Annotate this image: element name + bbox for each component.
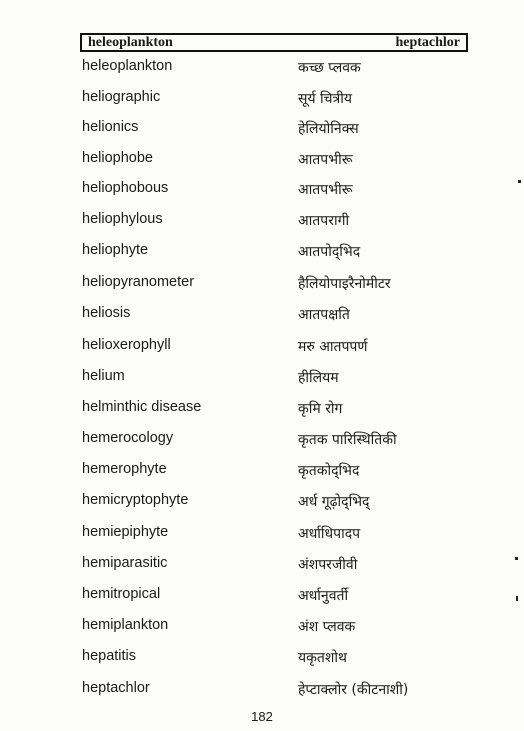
english-term: heliopyranometer xyxy=(82,274,195,290)
glossary-entry xyxy=(0,492,524,518)
running-header xyxy=(80,33,468,52)
glossary-entry xyxy=(0,305,524,331)
glossary-entry xyxy=(0,368,524,394)
hindi-equivalent: हीलियम xyxy=(298,370,339,386)
hindi-equivalent: कृतक पारिस्थितिकी xyxy=(298,432,397,448)
hindi-equivalent: आतपभीरू xyxy=(298,182,353,198)
english-term: hemiplankton xyxy=(82,617,169,633)
glossary-entry xyxy=(0,586,524,612)
glossary-entry xyxy=(0,648,524,674)
hindi-equivalent: आतपरागी xyxy=(298,213,350,229)
glossary-entry xyxy=(0,524,524,550)
glossary-entry xyxy=(0,150,524,176)
hindi-equivalent: आतपभीरू xyxy=(298,152,353,168)
header-first-term: heleoplankton xyxy=(88,35,173,50)
glossary-entry xyxy=(0,555,524,581)
english-term: heliographic xyxy=(82,89,161,105)
english-term: hemerocology xyxy=(82,430,174,446)
scan-edge-mark xyxy=(515,557,518,560)
hindi-equivalent: आतपक्षति xyxy=(298,307,350,323)
glossary-entry xyxy=(0,430,524,456)
hindi-equivalent: आतपोद्‌भिद xyxy=(298,244,361,260)
english-term: heliophylous xyxy=(82,211,163,227)
hindi-equivalent: कच्छ प्लवक xyxy=(298,60,361,76)
glossary-entry xyxy=(0,89,524,115)
english-term: hemerophyte xyxy=(82,461,167,477)
page-number: 182 xyxy=(251,709,273,724)
header-last-term: heptachlor xyxy=(395,35,460,50)
hindi-equivalent: यकृतशोथ xyxy=(298,650,347,666)
glossary-entry xyxy=(0,242,524,268)
glossary-entry xyxy=(0,274,524,300)
scan-edge-mark xyxy=(516,596,518,601)
hindi-equivalent: मरु आतपपर्ण xyxy=(298,339,368,355)
english-term: hemitropical xyxy=(82,586,161,602)
hindi-equivalent: अर्ध गूढ़ोद्‌भिद् xyxy=(298,494,370,510)
english-term: helium xyxy=(82,368,125,384)
glossary-entry xyxy=(0,180,524,206)
english-term: helminthic disease xyxy=(82,399,202,415)
glossary-entry xyxy=(0,337,524,363)
glossary-entry xyxy=(0,399,524,425)
hindi-equivalent: सूर्य चित्रीय xyxy=(298,91,353,107)
glossary-entry xyxy=(0,58,524,84)
hindi-equivalent: हेप्टाक्लोर (कीटनाशी) xyxy=(298,682,409,698)
english-term: heliophobous xyxy=(82,180,169,196)
english-term: heliophobe xyxy=(82,150,153,166)
english-term: heliosis xyxy=(82,305,131,321)
english-term: hemiparasitic xyxy=(82,555,168,571)
english-term: helioxerophyll xyxy=(82,337,171,353)
english-term: hepatitis xyxy=(82,648,137,664)
hindi-equivalent: हेलियोनिक्स xyxy=(298,121,359,137)
hindi-equivalent: अंशपरजीवी xyxy=(298,557,358,573)
english-term: helionics xyxy=(82,119,139,135)
scan-edge-mark xyxy=(518,180,521,183)
hindi-equivalent: अर्धाधिपादप xyxy=(298,526,361,542)
glossary-entry xyxy=(0,211,524,237)
english-term: heliophyte xyxy=(82,242,149,258)
glossary-entry xyxy=(0,680,524,706)
english-term: heptachlor xyxy=(82,680,150,696)
hindi-equivalent: कृमि रोग xyxy=(298,401,343,417)
english-term: hemiepiphyte xyxy=(82,524,169,540)
english-term: heleoplankton xyxy=(82,58,173,74)
glossary-entry xyxy=(0,617,524,643)
glossary-entry xyxy=(0,119,524,145)
hindi-equivalent: हैलियोपाइरैनोमीटर xyxy=(298,276,391,292)
hindi-equivalent: अंश प्लवक xyxy=(298,619,356,635)
hindi-equivalent: कृतकोद्‌भिद xyxy=(298,463,360,479)
english-term: hemicryptophyte xyxy=(82,492,189,508)
hindi-equivalent: अर्धानुवर्ती xyxy=(298,588,349,604)
glossary-entry xyxy=(0,461,524,487)
